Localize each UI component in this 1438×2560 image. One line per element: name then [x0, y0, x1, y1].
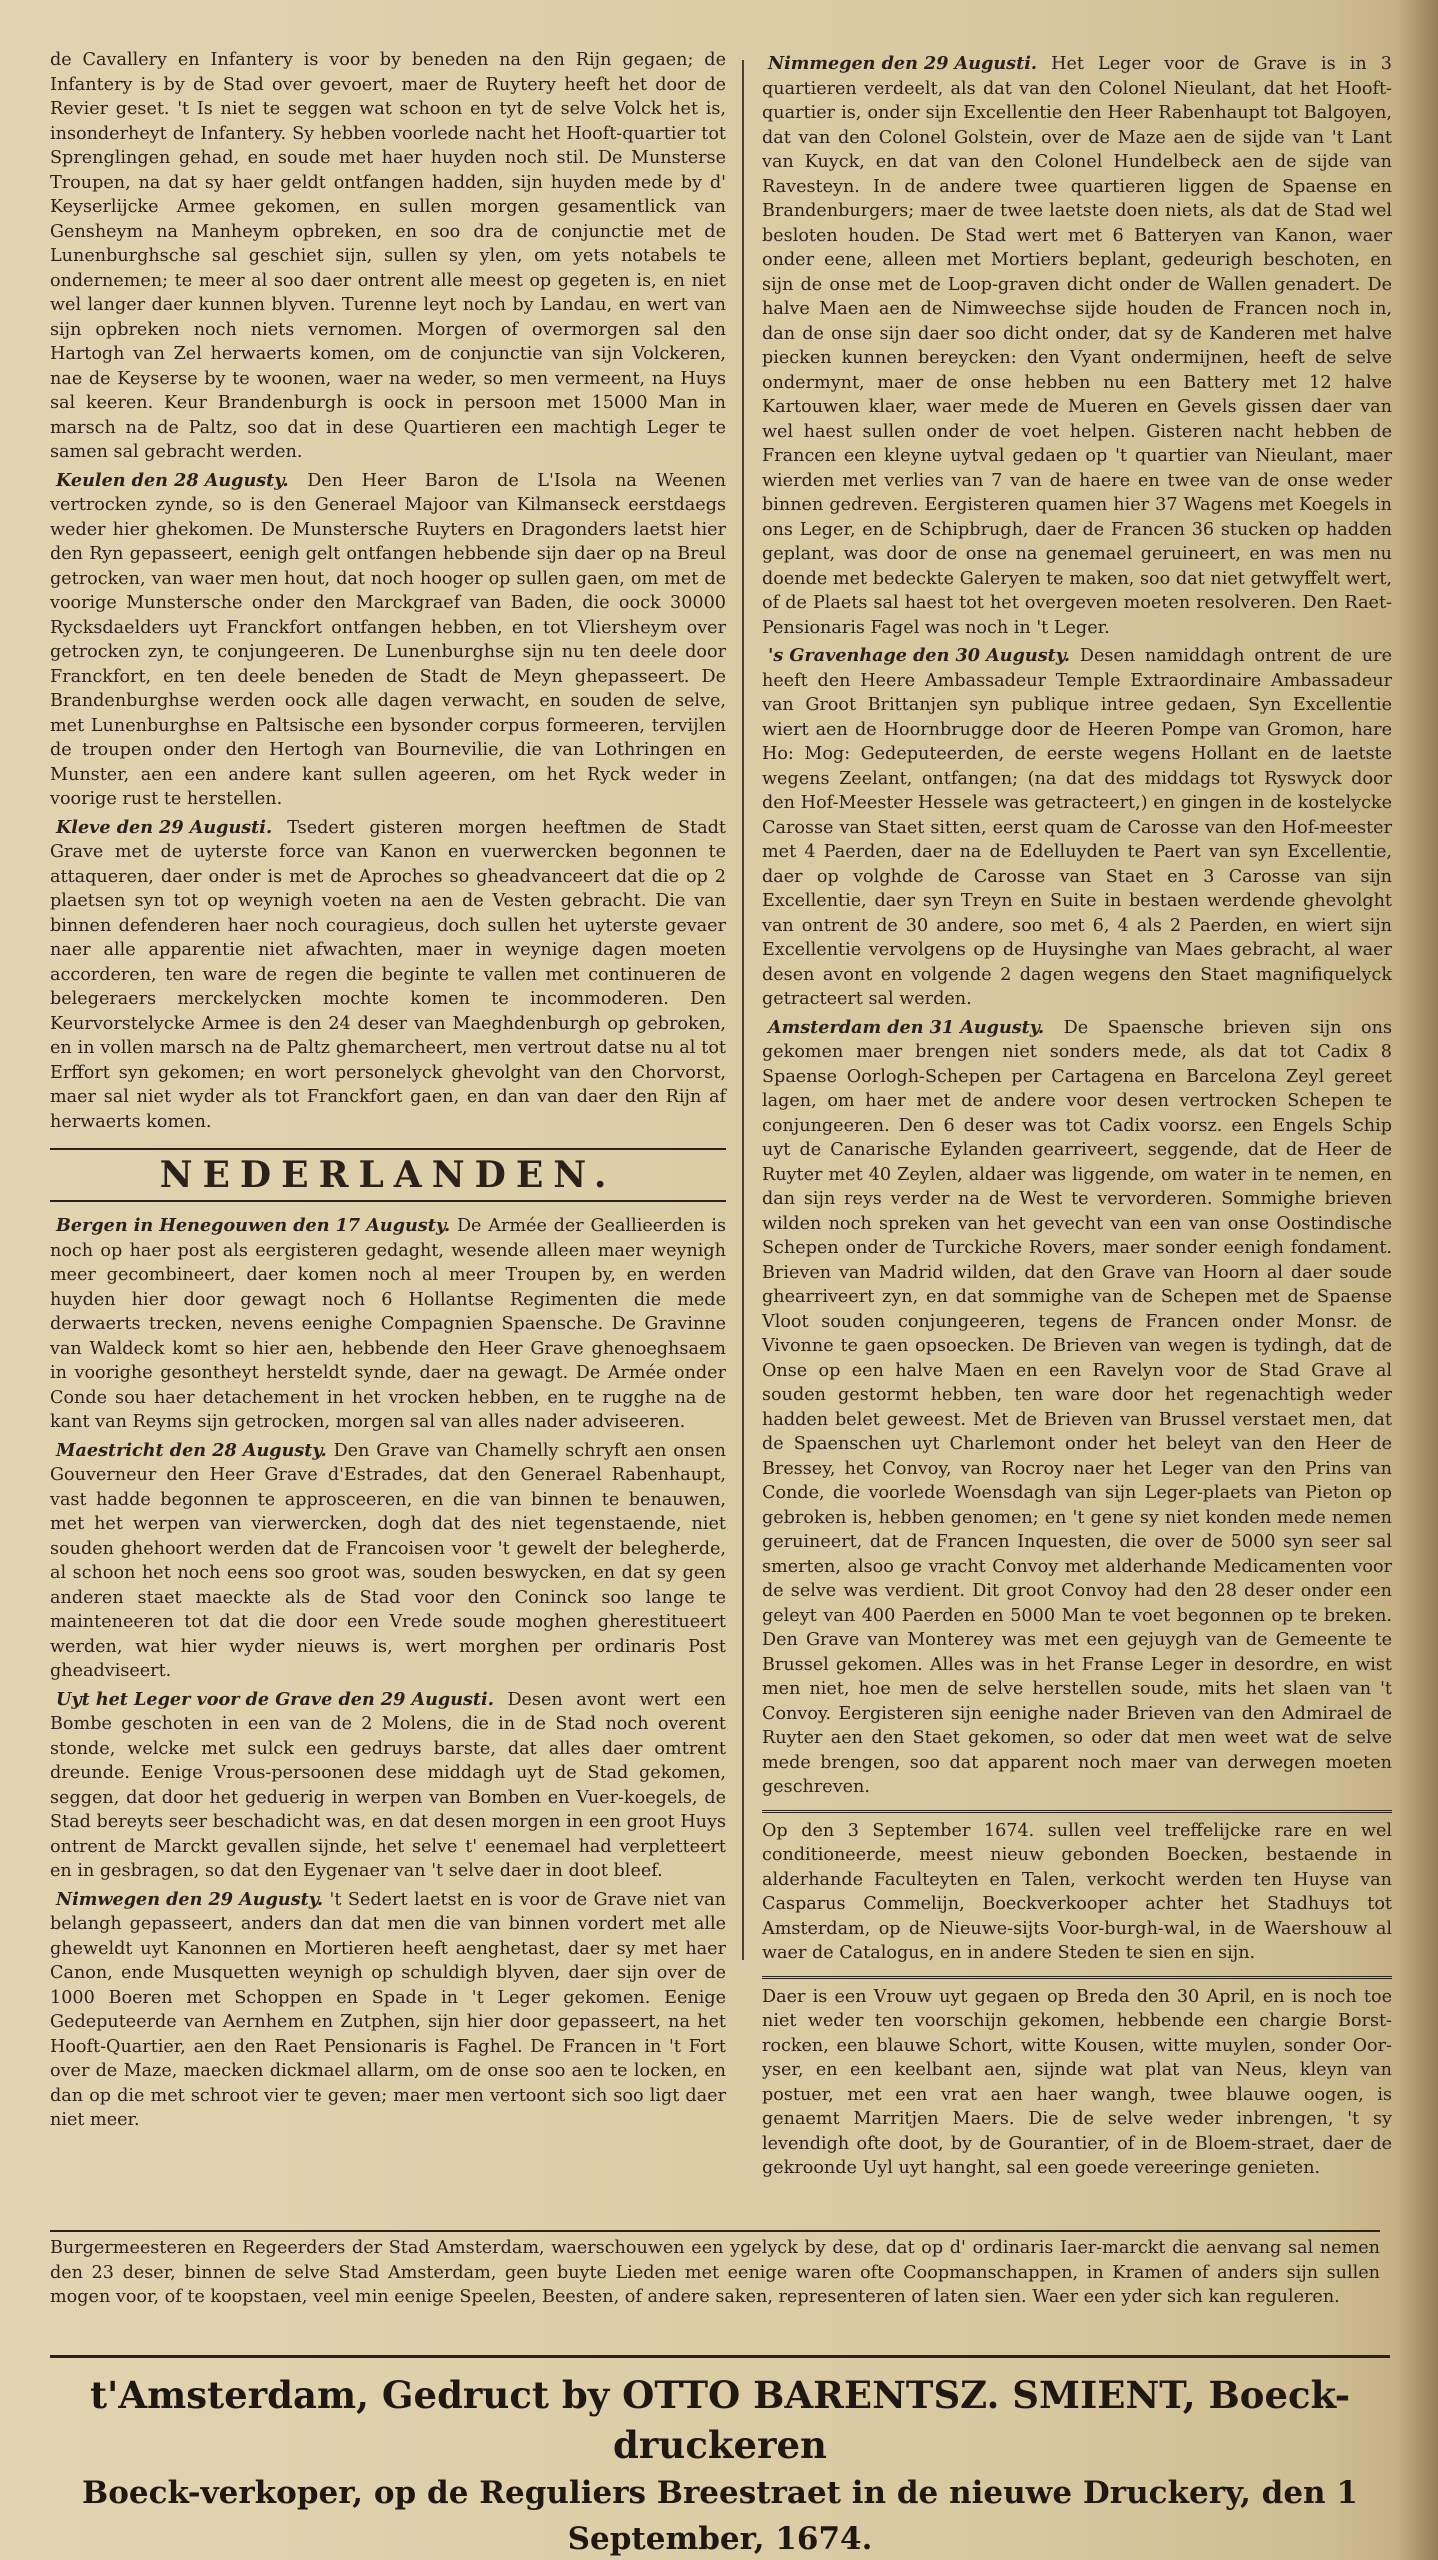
advert-text: Op den 3 September 1674. sullen veel treffelijcke rare en wel conditioneerde, meest nieuw gebonden Boecken, bestaende in alderhande Faculteyten en Talen, verkocht werden ten Huyse van Casparus Commelijn, Boeckverkooper achter het Stadhuys tot Amsterdam, op de Nieuwe-sijts Voor-burgh-wal, in de Waershouw al waer de Catalogus, en in andere Steden te sien en sijn.	[762, 1820, 1392, 1963]
news-text: Tsedert gisteren morgen heeftmen de Stadt Grave met de uyterste force van Kanon en vuerwercken begonnen te attaqueren, daer onder is met de Aproches so gheadvanceert dat die op 2 plaetsen syn tot op weynigh voeten na aen de Vesten gebracht. Die van binnen defenderen haer noch couragieus, doch sullen het uyterste gevaer naer alle apparentie niet afwachten, maer in weynige dagen moeten accorderen, ten ware de regen die beginte te vallen met continueren de belegeraers merckelycken mochte komen te incommoderen. Den Keurvorstelycke Armee is den 24 deser van Maeghdenburgh op gebroken, en in vollen marsch na de Paltz ghemarcheert, men vertrout datse nu al tot Erffort syn gekomen; en wort personelyck ghevolght van den Chorvorst, maer sal niet wyder als tot Franckfort gaen, en dan van daer den Rijn af herwaerts komen.	[50, 817, 726, 1132]
dateline: 's Gravenhage den 30 Augusty.	[768, 645, 1071, 666]
imprint-rule	[50, 2355, 1390, 2358]
dateline: Amsterdam den 31 Augusty.	[768, 1016, 1045, 1038]
advert-text: Daer is een Vrouw uyt gegaen op Breda den 30 April, en is noch toe niet weder ten voorschijn gekomen, hebbende een chargie Borst-rocken, een blauwe Schort, witte Kousen, witte muylen, sonder Oor-yser, en een keelbant aen, sijnde wat plat van Neus, kleyn van postuer, met een vrat aen haer wangh, twee blauwe oogen, is genaemt Marritjen Maers. Die de selve weder inbrengen, 't sy levendigh ofte doot, by de Gourantier, of in de Bloem-straet, daer de gekroonde Uyl uyt hanght, sal een goede vereeringe genieten.	[762, 1986, 1392, 2178]
book-auction-advert	[762, 1810, 1392, 1966]
right-column	[762, 48, 1392, 2183]
news-entry-gravenhage	[762, 644, 1392, 1012]
news-text: 't Sedert laetst en is voor de Grave niet van belangh gepasseert, anders dan dat men die van binnen vordert met alle gheweldt uyt Kanonnen en Mortieren heeft aenghetast, daer sy met haer Canon, ende Musquetten weynigh op schuldigh blyven, daer sijn over de 1000 Boeren met Schoppen en Spade in 't Leger gekomen. Eenige Gedeputeerde van Aernhem en Zutphen, sijn hier door gepasseert, na het Hooft-Quartier, aen den Raet Pensionaris is Faghel. De Francen in 't Fort over de Maze, maecken dickmael allarm, om de onse soo aen te locken, en dan op die met schroot vier te geven; maer men vertoont sich soo ligt daer niet meer.	[50, 1889, 727, 2130]
news-entry-bergen	[50, 1214, 726, 1435]
news-entry-leger-grave	[50, 1688, 726, 1884]
news-text: Den Grave van Chamelly schryft aen onsen Gouverneur den Heer Grave d'Estrades, dat den Generael Rabenhaupt, vast hadde begonnen te approsceeren, en die van binnen te benauwen, met het werpen van vierwercken, dogh dat des niet tegenstaende, niet souden ghehoort werden dat de Francoisen voor 't gewelt der belegherde, al schoon het noch eens soo groot was, souden beswycken, en dat sy geen anderen staet maeckte als de Stad voor den Coninck soo lange te mainteneeren tot dat die door een Vrede soude moghen gherestitueert werden, wat hier wyder nieuws is, wert morghen per ordinaris Post gheadviseert.	[50, 1440, 727, 1681]
left-column	[50, 48, 726, 2135]
dateline: Uyt het Leger voor de Grave den 29 Augusti.	[56, 1688, 494, 1710]
news-text: Desen namiddagh ontrent de ure heeft den Heere Ambassadeur Temple Extraordinaire Ambassadeur van Groot Brittanjen syn publique intree gedaen, Syn Excellentie wiert aen de Hoornbrugge door de Heeren Pompe van Gromon, hare Ho: Mog: Gedeputeerden, de eerste wegens Hollant en de laetste wegens Zeelant, ontfangen; (na dat des middags tot Ryswyck door den Hof-Meester Hessele was getracteert,) en gingen in de kostelycke Carosse van Staet sitten, eerst quam de Carosse van den Hof-meester met 4 Paerden, daer na de Edelluyden te Paert van syn Excellentie, daer op volghde de Carosse van Staet en 3 Carosse van sijn Excellentie, daer syn Treyn en Suite in bestaen werdende ghevolght van ontrent de 30 andere, soo met 6, 4 als 2 Paerden, en wiert sijn Excellentie vervolgens op de Huysinghe van Maes gebracht, al waer desen avont en volgende 2 dagen wegens den Staet magnifiquelyck getracteert sal werden.	[762, 646, 1392, 1009]
news-entry-nimmegen	[762, 52, 1392, 640]
news-text: De Armée der Geallieerden is noch op haer post als eergisteren gedaght, wesende alleen maer weynigh meer gecombineert, daer komen noch al meer Troupen by, en werden huyden hier door gewagt noch 6 Hollantse Regimenten die mede derwaerts trecken, nevens eenighe Compagnien Spaensche. De Gravinne van Waldeck komt so hier aen, hebbende den Heer Grave ghenoeghsaem in voorighe gesontheyt hersteldt synde, daer na gewagt. De Armée onder Conde sou haer detachement in het vrocken hebben, en te rugghe na de kant van Reyms sijn getrocken, morgen sal van alles nader adviseeren.	[50, 1216, 727, 1432]
dateline: Nimwegen den 29 Augusty.	[56, 1888, 324, 1910]
news-entry-kleve	[50, 816, 726, 1135]
imprint-line-2: Boeck-verkoper, op de Reguliers Breestraet in de nieuwe Druckery, den 1 September, 1674.	[82, 2475, 1358, 2557]
missing-person-advert	[762, 1976, 1392, 2181]
dateline: Maestricht den 28 Augusty.	[56, 1439, 327, 1461]
city-notice: Burgermeesteren en Regeerders der Stad Amsterdam, waerschouwen een ygelyck by dese, dat op d' ordinaris Iaer-marckt die aenvang sal nemen den 23 deser, binnen de selve Stad Amsterdam, geen buyte Lieden met eenige waren ofte Coopmanschappen, in Kramen of anders sijn sullen mogen voor, of te koopstaen, veel min eenige Speelen, Beesten, of andere saken, representeren of laten sien. Waer een yder sich kan reguleren.	[50, 2230, 1380, 2310]
news-text: Desen avont wert een Bombe geschoten in een van de 2 Molens, die in de Stad noch overent stonde, welcke met sulck een gedruys barste, dat alles daer omtrent dreunde. Eenige Vrous-persoonen dese middagh uyt de Stad gekomen, seggen, dat door het geduerig in werpen van Bomben en Vuer-koegels, de Stad bereyts seer beschadicht was, en dat desen morgen in een groot Huys ontrent de Marckt gevallen sijnde, het selve t' eenemael had verpletteert en in gesbragen, so dat den Eygenaer van 't selve daer in doot bleef.	[50, 1689, 726, 1881]
news-text: De Spaensche brieven sijn ons gekomen maer brengen niet sonders mede, als dat tot Cadix 8 Spaense Oorlogh-Schepen per Cartagena en Barcelona Zeyl gereet lagen, om haer met de andere voor desen vertrocken Schepen te conjungeeren. Den 6 deser was tot Cadix voorsz. een Engels Schip uyt de Canarische Eylanden gearriveert, seggende, dat de Heer de Ruyter met 40 Zeylen, aldaer was liggende, om water in te nemen, en dan sijn reys verder na de West te vervorderen. Sommighe brieven wilden noch spreken van het gevecht van een van onse Oostindische Schepen onder de Turckiche Rovers, maer sonder eenigh fondament. Brieven van Madrid wilden, dat den Grave van Hoorn al daer soude ghearriveert zyn, en dat sommighe van de Schepen met de Spaense Vloot souden conjungeeren, tegens de Francen onder Monsr. de Vivonne te gaen opsoecken. De Brieven van wegen is tydingh, dat de Onse op een halve Maen en een Ravelyn voor de Stad Grave al souden gestormt hebben, ten ware door het regenachtigh weder hadden belet geweest. Met de Brieven van Brussel verstaet men, dat de Spaenschen uyt Charlemont onder het beleyt van den Heer de Bressey, het Convoy, van Rocroy naer het Leger van den Prins van Conde, die voorlede Woensdagh van sijn Leger-plaets van Pieton op gebroken is, hebben genomen; en 't gene sy niet konden mede nemen geruineert, dat de Francen Inquesten, die over de 5000 syn seer sal smerten, alsoo ge vracht Convoy met alderhande Medicamenten voor de selve was verdient. Dit groot Convoy had den 28 deser onder een geleyt van 400 Paerden en 5000 Man te voet begonnen op te breken. Den Grave van Monterey was met een gejuygh van de Gemeente te Brussel gekomen. Alles was in het Franse Leger in desordre, en wist men niet, hoe men de selve herstellen soude, mits het slaen van 't Convoy. Eergisteren sijn eenighe nader Brieven van den Admirael de Ruyter aen den Staet gekomen, so oder dat men weet wat de selve mede brengen, soo dat apparent noch maer van derwegen moeten geschreven.	[762, 1017, 1392, 1797]
dateline: Kleve den 29 Augusti.	[56, 816, 273, 838]
news-entry-maestricht	[50, 1439, 726, 1684]
dateline: Bergen in Henegouwen den 17 Augusty.	[56, 1215, 451, 1236]
news-text: Den Heer Baron de L'Isola na Weenen vertrocken zynde, so is den Generael Majoor van Kilmanseck eerstdaegs weder hier ghekomen. De Munstersche Ruyters en Dragonders laetst hier den Ryn gepasseert, eenigh gelt ontfangen hebbende sijn daer op na Breul getrocken, van waer men hout, dat noch hooger op sullen gaen, om met de voorige Munstersche onder den Marckgraef van Baden, die oock 30000 Rycksdaelders uyt Franckfort ontfangen hebben, en tot Vliersheym over getrocken zyn, te conjungeeren. De Lunenburghse sijn nu ten deele door Franckfort, en ten deele beneden de Stadt de Meyn ghepasseert. De Brandenburghse werden oock alle dagen verwacht, en souden de selve, met Lunenburghse en Paltsische een bysonder corpus formeeren, tervijlen de troupen onder den Hertogh van Bournevilie, die van Lothringen en Munster, aen een andere kant sullen ageeren, om het Ryck weder in voorige rust te herstellen.	[50, 470, 727, 809]
section-title: NEDERLANDEN.	[50, 1148, 726, 1202]
news-text: Het Leger voor de Grave is in 3 quartieren verdeelt, als dat van den Colonel Nieulant, dat het Hooft-quartier is, onder sijn Excellentie den Heer Rabenhaupt tot Balgoyen, dat van den Colonel Golstein, over de Maze aen de sijde van 't Lant van Kuyck, en dat van den Colonel Hundelbeck aen de sijde van Ravesteyn. In de andere twee quartieren liggen de Spaense en Brandenburgers; maer de twee laetste doen niets, als dat de Stad wel besloten houden. De Stad wert met 6 Batteryen van Kanon, waer onder eene, alleen met Mortiers beplant, gedeurigh beschoten, en sijn de onse met de Loop-graven dicht onder de Wallen genadert. De halve Maen aen de Nimweechse sijde houden de Francen noch in, dan de onse sijn daer soo dicht onder, dat sy de Kanderen met halve piecken kunnen bereycken: den Vyant ondermijnen, heeft de selve ondermynt, maer de onse hebben nu een Battery met 12 halve Kartouwen klaer, waer mede de Mueren en Gevels gissen daer van wel haest sullen onder de voet helpen. Gisteren nacht hebben de Francen een kleyne uytval gedaen op 't quartier van Nieulant, maer wierden met verlies van 7 van de haere en twee van de onse weder binnen gedreven. Eergisteren quamen hier 37 Wagens met Koegels in ons Leger, en de Schipbrugh, daer de Francen 36 stucken op hadden geplant, was door de onse na genemael geruineert, en was men nu doende met bedeckte Galeryen te maken, soo dat niet getwyffelt wert, of de Plaets sal haest tot het overgeven moeten resolveren. Den Raet-Pensionaris Fagel was noch in 't Leger.	[762, 54, 1393, 638]
intro-paragraph: de Cavallery en Infantery is voor by beneden na den Rijn gegaen; de Infantery is by de Stad over gevoert, maer de Ruytery heeft het door de Revier geset. 't Is niet te seggen wat schoon en tyt de selve Volck het is, insonderheyt de Infantery. Sy hebben voorlede nacht het Hooft-quartier tot Sprenglingen gehad, en soude met haer huyden noch stil. De Munsterse Troupen, na dat sy haer geldt ontfangen hadden, sijn huyden mede by d' Keyserlijcke Armee gekomen, en sullen morgen gesamentlick van Gensheym na Manheym opbreken, en soo dra de conjunctie met de Lunenburghsche sal geschiet sijn, sullen sy ylen, om yets notabels te ondernemen; te meer al soo daer ontrent alle meest op gegeten is, en niet wel langer daer kunnen blyven. Turenne leyt noch by Landau, en wert van sijn opbreken noch niets vernomen. Morgen of overmorgen sal den Hartogh van Zel herwaerts komen, om de conjunctie van sijn Volckeren, nae de Keyserse by te woonen, waer na weder, so men vermeent, na Huys sal keeren. Keur Brandenburgh is oock in persoon met 15000 Man in marsch na de Paltz, soo dat in dese Quartieren een machtigh Leger te samen sal gebracht werden.	[50, 50, 726, 462]
dateline: Nimmegen den 29 Augusti.	[768, 53, 1038, 74]
column-divider	[742, 60, 744, 1960]
imprint-line-1: t'Amsterdam, Gedruct by OTTO BARENTSZ. SMIENT, Boeck-druckeren	[89, 2373, 1351, 2467]
news-entry-nimwegen	[50, 1888, 726, 2133]
news-entry-keulen	[50, 469, 726, 812]
dateline: Keulen den 28 Augusty.	[56, 469, 289, 491]
news-entry-amsterdam	[762, 1016, 1392, 1800]
page-edge-shadow	[1398, 0, 1438, 2560]
imprint	[50, 2370, 1390, 2560]
